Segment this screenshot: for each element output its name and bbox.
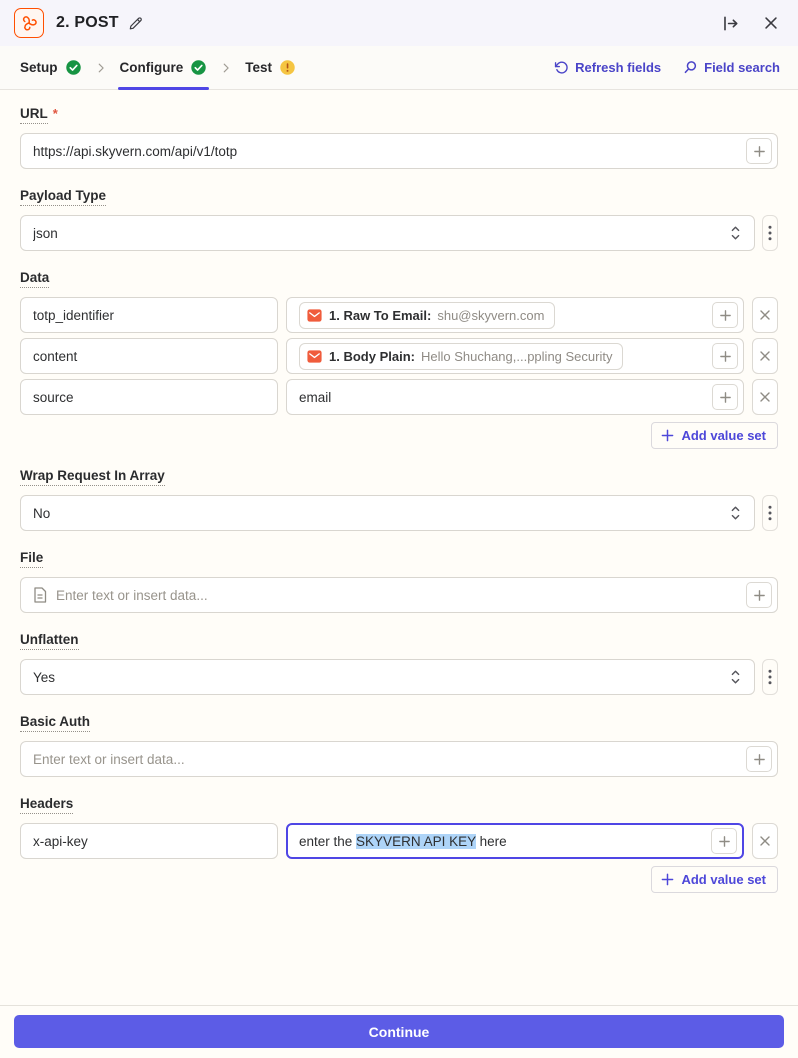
rename-step-button[interactable] xyxy=(128,15,144,31)
check-circle-icon xyxy=(190,59,207,76)
field-group-payload-type xyxy=(20,188,778,251)
add-value-set-label: Add value set xyxy=(681,428,766,443)
tag-label: 1. Body Plain: xyxy=(329,348,415,364)
mapped-field-tag[interactable] xyxy=(299,302,555,329)
selected-text: SKYVERN API KEY xyxy=(356,833,476,849)
insert-data-button[interactable] xyxy=(711,828,737,854)
select-chevrons-icon xyxy=(729,505,742,521)
unflatten-label: Unflatten xyxy=(20,632,79,650)
data-value-text: email xyxy=(299,389,332,405)
data-key-value: content xyxy=(33,348,78,364)
remove-icon xyxy=(759,835,771,847)
wrap-request-value: No xyxy=(33,505,51,521)
refresh-fields-button[interactable] xyxy=(554,60,661,75)
data-key-input[interactable] xyxy=(20,338,278,374)
data-key-input[interactable] xyxy=(20,297,278,333)
field-options-menu-button[interactable] xyxy=(762,215,778,251)
data-label: Data xyxy=(20,270,49,288)
chevron-right-icon xyxy=(92,61,110,75)
header-key-value: x-api-key xyxy=(33,833,88,849)
tab-setup-label: Setup xyxy=(20,60,58,75)
remove-row-button[interactable] xyxy=(752,338,778,374)
field-group-unflatten xyxy=(20,632,778,695)
remove-row-button[interactable] xyxy=(752,379,778,415)
remove-icon xyxy=(759,391,771,403)
plus-icon xyxy=(718,835,731,848)
unflatten-select[interactable] xyxy=(20,659,755,695)
webhooks-app-icon xyxy=(14,8,44,38)
kebab-icon xyxy=(768,505,772,521)
plus-icon xyxy=(719,391,732,404)
field-group-url xyxy=(20,106,778,169)
data-key-input[interactable] xyxy=(20,379,278,415)
tag-value: Hello Shuchang,...ppling Security xyxy=(420,348,613,364)
plus-icon xyxy=(719,309,732,322)
field-group-wrap-request xyxy=(20,468,778,531)
insert-data-button[interactable] xyxy=(712,302,738,328)
select-chevrons-icon xyxy=(729,225,742,241)
continue-button[interactable]: Continue xyxy=(14,1015,784,1048)
add-value-set-label: Add value set xyxy=(681,872,766,887)
email-icon xyxy=(306,348,323,365)
data-row-1 xyxy=(20,297,778,333)
remove-row-button[interactable] xyxy=(752,823,778,859)
basic-auth-label: Basic Auth xyxy=(20,714,90,732)
refresh-icon xyxy=(554,60,569,75)
tab-configure-label: Configure xyxy=(119,60,184,75)
url-input[interactable] xyxy=(20,133,778,169)
remove-icon xyxy=(759,350,771,362)
url-label: URL xyxy=(20,106,48,124)
field-group-file xyxy=(20,550,778,613)
search-icon xyxy=(683,60,698,75)
basic-auth-placeholder: Enter text or insert data... xyxy=(33,751,185,767)
url-value: https://api.skyvern.com/api/v1/totp xyxy=(33,143,238,159)
chevron-right-icon xyxy=(217,61,235,75)
plus-icon xyxy=(753,589,766,602)
required-asterisk: * xyxy=(52,106,58,121)
file-input[interactable] xyxy=(20,577,778,613)
insert-data-button[interactable] xyxy=(712,343,738,369)
basic-auth-input[interactable] xyxy=(20,741,778,777)
titlebar-actions xyxy=(721,14,780,33)
tag-value: shu@skyvern.com xyxy=(437,307,545,323)
footer xyxy=(0,1005,798,1058)
check-circle-icon xyxy=(65,59,82,76)
webhook-icon xyxy=(20,14,38,32)
insert-data-button[interactable] xyxy=(712,384,738,410)
document-icon xyxy=(33,587,47,603)
insert-data-button[interactable] xyxy=(746,582,772,608)
tab-test-label: Test xyxy=(245,60,273,75)
data-value-input[interactable] xyxy=(286,379,744,415)
pencil-icon xyxy=(128,15,144,31)
field-search-label: Field search xyxy=(704,60,780,75)
unflatten-value: Yes xyxy=(33,669,56,685)
data-key-value: source xyxy=(33,389,74,405)
add-value-set-button[interactable] xyxy=(651,422,778,449)
field-group-basic-auth xyxy=(20,714,778,777)
remove-icon xyxy=(759,309,771,321)
file-placeholder: Enter text or insert data... xyxy=(56,587,208,603)
tab-setup[interactable] xyxy=(10,46,92,89)
header-key-input[interactable] xyxy=(20,823,278,859)
plus-icon xyxy=(753,753,766,766)
field-options-menu-button[interactable] xyxy=(762,495,778,531)
select-chevrons-icon xyxy=(729,669,742,685)
tabbar-tools xyxy=(554,60,780,75)
headers-row-1 xyxy=(20,823,778,859)
mapped-field-tag[interactable] xyxy=(299,343,623,370)
wrap-request-select[interactable] xyxy=(20,495,755,531)
step-title: 2. POST xyxy=(56,14,119,31)
refresh-fields-label: Refresh fields xyxy=(575,60,662,75)
add-value-set-button[interactable] xyxy=(651,866,778,893)
email-icon xyxy=(306,307,323,324)
collapse-panel-icon[interactable] xyxy=(721,14,740,33)
data-row-3 xyxy=(20,379,778,415)
remove-row-button[interactable] xyxy=(752,297,778,333)
header-value-input[interactable] xyxy=(286,823,744,859)
data-key-value: totp_identifier xyxy=(33,307,115,323)
insert-data-button[interactable] xyxy=(746,746,772,772)
kebab-icon xyxy=(768,669,772,685)
data-value-input[interactable] xyxy=(286,297,744,333)
plus-icon xyxy=(719,350,732,363)
configure-form xyxy=(0,90,798,1005)
field-search-button[interactable] xyxy=(683,60,780,75)
plus-icon xyxy=(661,873,674,886)
plus-icon xyxy=(661,429,674,442)
titlebar xyxy=(0,0,798,46)
field-options-menu-button[interactable] xyxy=(762,659,778,695)
tab-configure[interactable] xyxy=(110,46,218,89)
file-label: File xyxy=(20,550,43,568)
payload-type-value: json xyxy=(33,225,58,241)
field-group-headers xyxy=(20,796,778,893)
kebab-icon xyxy=(768,225,772,241)
wrap-request-label: Wrap Request In Array xyxy=(20,468,165,486)
headers-label: Headers xyxy=(20,796,73,814)
field-group-data xyxy=(20,270,778,449)
payload-type-label: Payload Type xyxy=(20,188,106,206)
header-value-text: enter the SKYVERN API KEY here xyxy=(299,833,507,849)
payload-type-select[interactable] xyxy=(20,215,755,251)
step-tabbar xyxy=(0,46,798,90)
data-row-2 xyxy=(20,338,778,374)
warning-circle-icon xyxy=(279,59,296,76)
tag-label: 1. Raw To Email: xyxy=(329,307,432,323)
insert-data-button[interactable] xyxy=(746,138,772,164)
close-icon[interactable] xyxy=(762,14,780,32)
data-value-input[interactable] xyxy=(286,338,744,374)
tab-test[interactable] xyxy=(235,46,306,89)
plus-icon xyxy=(753,145,766,158)
